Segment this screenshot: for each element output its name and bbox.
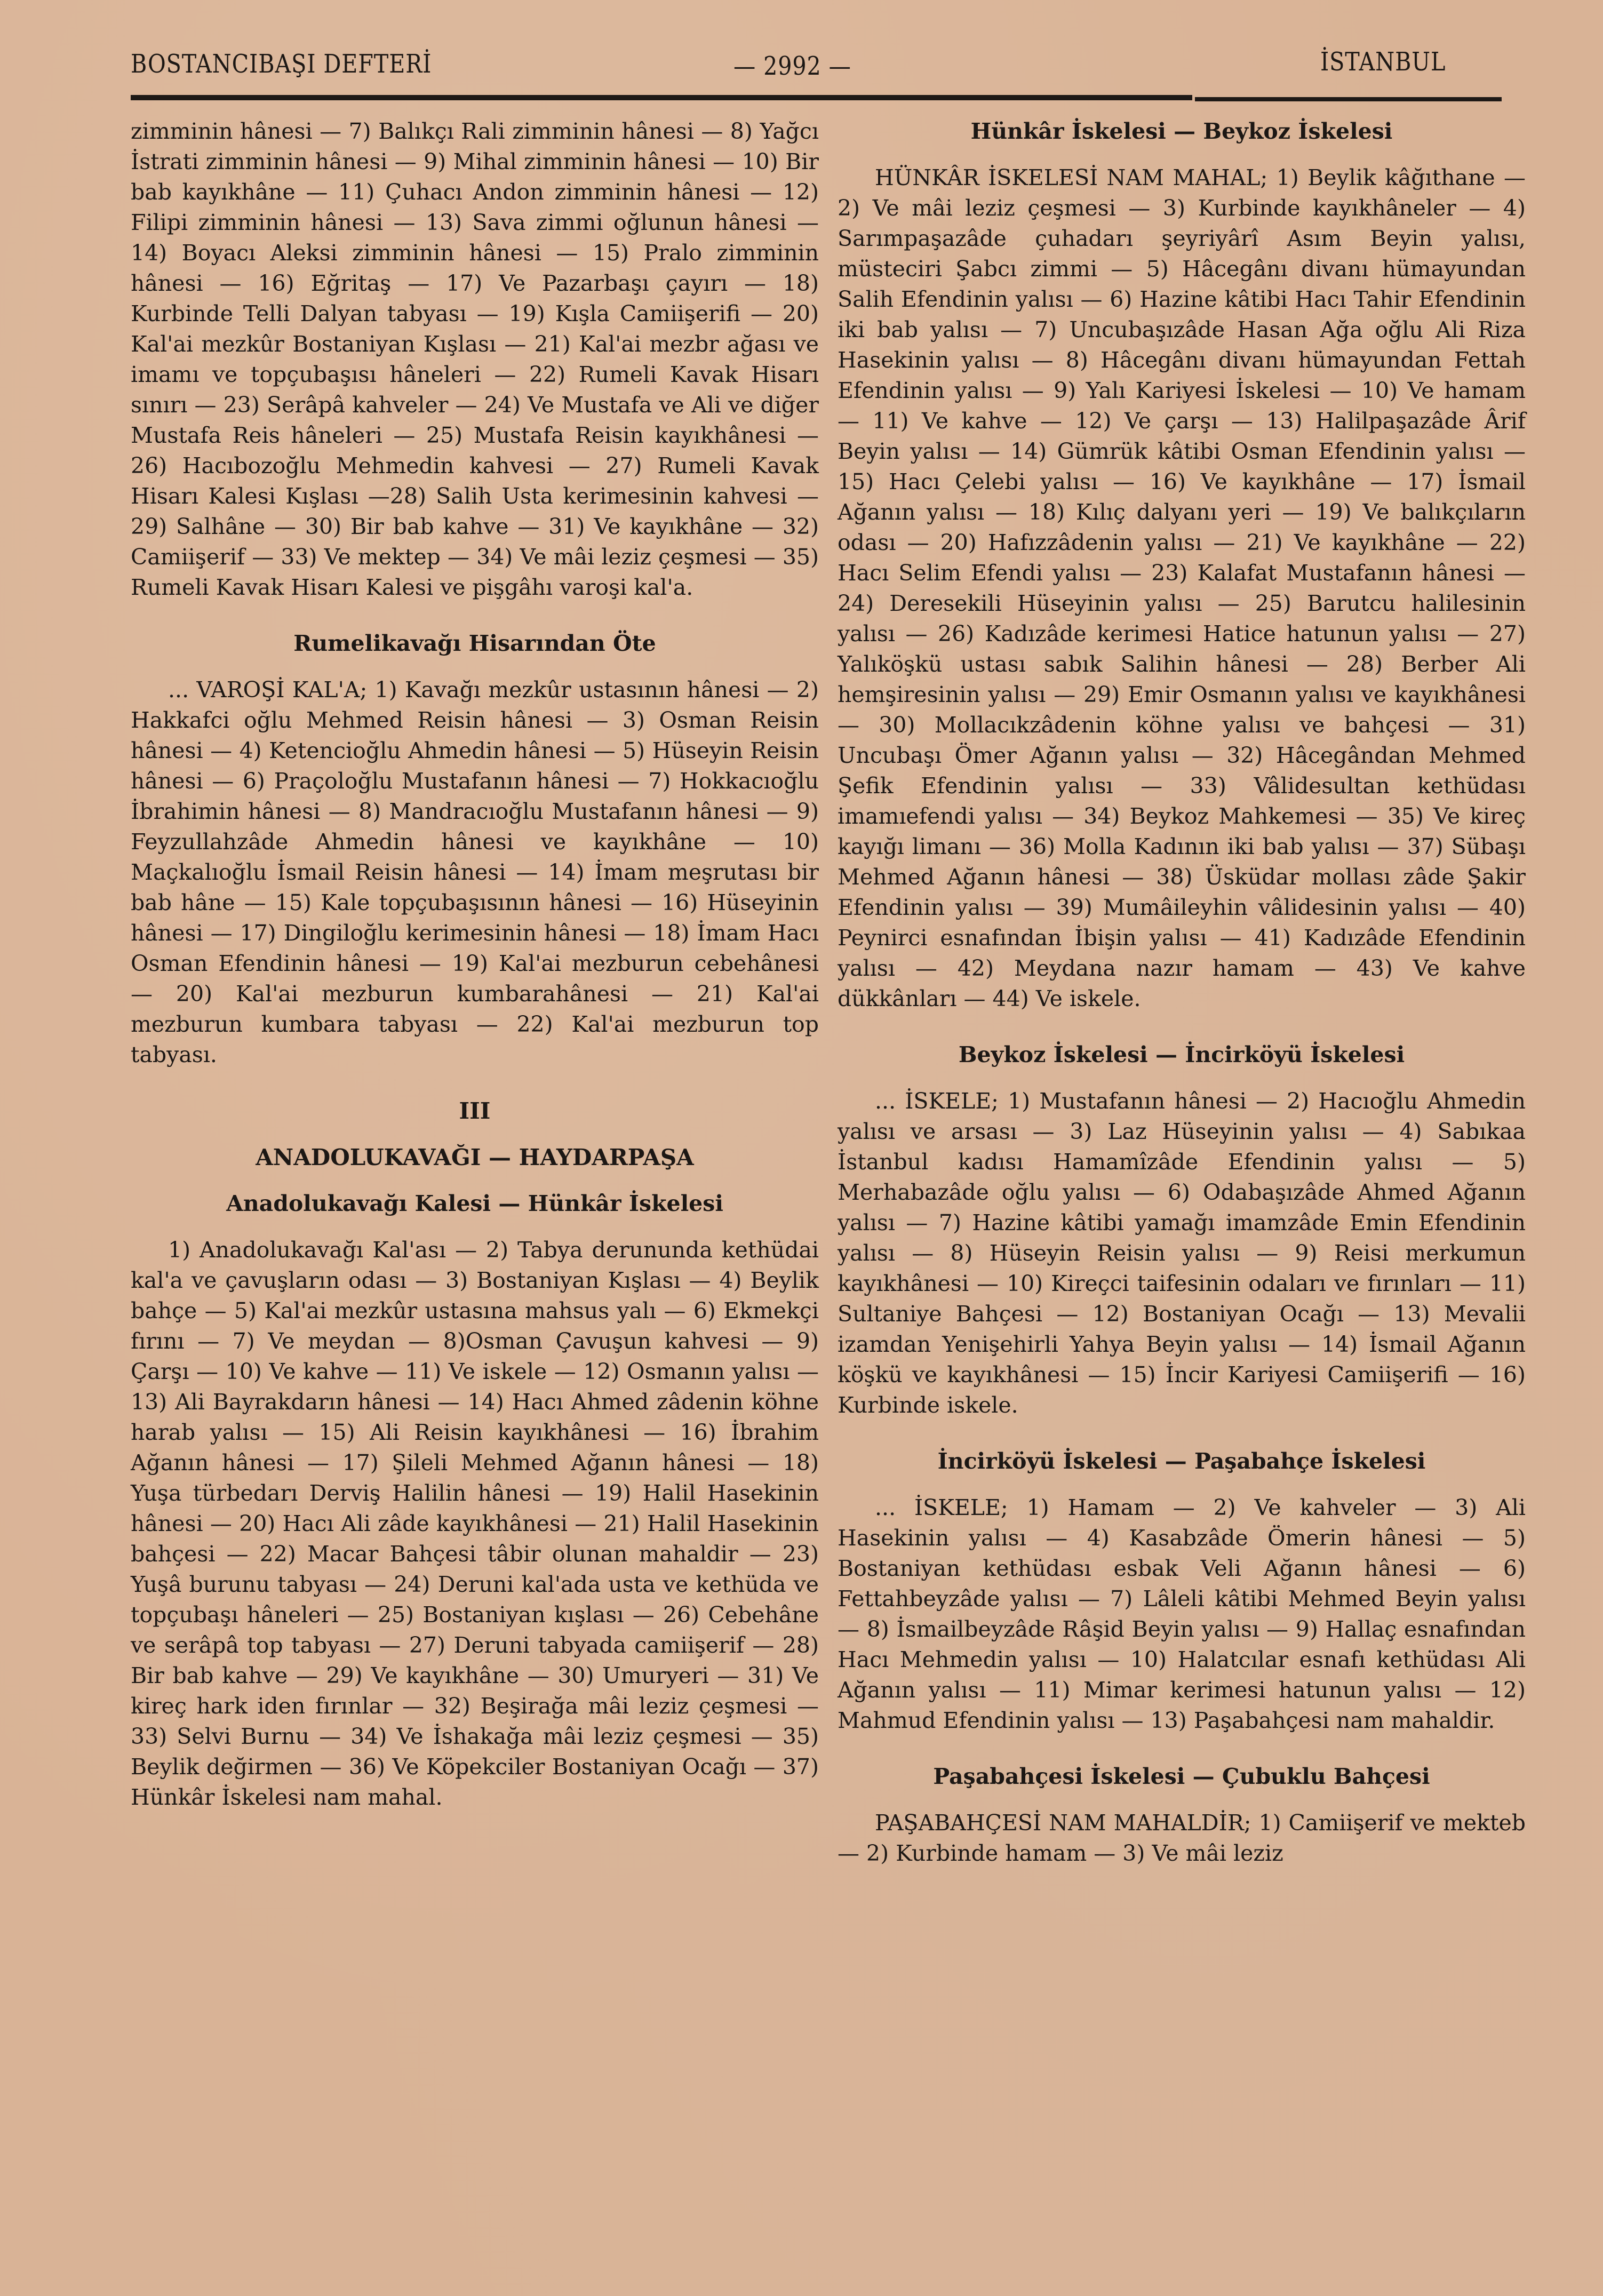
paragraph-pasabahcesi: PAŞABAHÇESİ NAM MAHALDİR; 1) Camiişerif ve mekteb — 2) Kurbinde hamam — 3) Ve mâi leziz bbox=[838, 1810, 1526, 1866]
subheading-anadolukavagi: Anadolukavağı Kalesi — Hünkâr İskelesi bbox=[226, 1191, 723, 1216]
paragraph-incirkoyu-iskele: ... İSKELE; 1) Hamam — 2) Ve kahveler — 3) Ali Hasekinin yalısı — 4) Kasabzâde Ömerin hânesi — 5) Bostaniyan kethüdası esbak Veli Ağanın hânesi — 6) Fettahbeyzâde yalısı — 7) Lâleli kâtibi Mehmed Beyin yalısı — 8) İsmailbeyzâde Râşid Beyin yalısı — 9) Hallaç esnafından Hacı Mehmedin yalısı — 10) Halatcılar esnafı kethüdası Ali Ağanın yalısı — 11) Mimar kerimesi hatunun yalısı — 12) Mahmud Efendinin yalısı — 13) Paşabahçesi nam mahaldir. bbox=[838, 1495, 1526, 1733]
section-number: III bbox=[459, 1098, 491, 1124]
subheading-beykoz-incirkoyu: Beykoz İskelesi — İncirköyü İskelesi bbox=[958, 1042, 1405, 1067]
header-rule-left bbox=[131, 95, 1192, 100]
subheading-incirkoyu-pasabahce: İncirköyü İskelesi — Paşabahçe İskelesi bbox=[937, 1448, 1426, 1474]
book-title: BOSTANCIBAŞI DEFTERİ bbox=[131, 49, 432, 79]
subheading-hunkar-beykoz: Hünkâr İskelesi — Beykoz İskelesi bbox=[970, 118, 1393, 144]
paragraph-beykoz-iskele: ... İSKELE; 1) Mustafanın hânesi — 2) Hacıoğlu Ahmedin yalısı ve arsası — 3) Laz Hüseyinin yalısı — 4) Sabıkaa İstanbul kadısı Hamamîzâde Efendinin yalısı — 5) Merhabazâde oğlu yalısı — 6) Odabaşızâde Ahmed Ağanın yalısı — 7) Hazine kâtibi yamağı imamzâde Emin Efendinin yalısı — 8) Hüseyin Reisin yalısı — 9) Reisi merkumun kayıkhânesi — 10) Kireçci taifesinin odaları ve fırınları — 11) Sultaniye Bahçesi — 12) Bostaniyan Ocağı — 13) Mevalii izamdan Yenişehirli Yahya Beyin yalısı — 14) İsmail Ağanın köşkü ve kayıkhânesi — 15) İncir Kariyesi Camiişerifi — 16) Kurbinde iskele. bbox=[838, 1088, 1526, 1418]
header-rule-right bbox=[1195, 97, 1502, 101]
right-column bbox=[838, 116, 1526, 1869]
running-header bbox=[131, 44, 1507, 92]
subheading-rumelikavagi: Rumelikavağı Hisarından Öte bbox=[293, 631, 656, 656]
subheading-pasabahcesi-cubuklu: Paşabahçesi İskelesi — Çubuklu Bahçesi bbox=[933, 1764, 1430, 1789]
page-number: — 2992 — bbox=[733, 51, 851, 81]
paragraph-varosi-kala: ... VAROŞİ KAL'A; 1) Kavağı mezkûr ustasının hânesi — 2) Hakkafci oğlu Mehmed Reisin hânesi — 3) Osman Reisin hânesi — 4) Ketencioğlu Ahmedin hânesi — 5) Hüseyin Reisin hânesi — 6) Praçoloğlu Mustafanın hânesi — 7) Hokkacıoğlu İbrahimin hânesi — 8) Mandracıoğlu Mustafanın hânesi — 9) Feyzullahzâde Ahmedin hânesi ve kayıkhâne — 10) Maçkalıoğlu İsmail Reisin hânesi — 14) İmam meşrutası bir bab hâne — 15) Kale topçubaşısının hânesi — 16) Hüseyinin hânesi — 17) Dingiloğlu kerimesinin hânesi — 18) İmam Hacı Osman Efendinin hânesi — 19) Kal'ai mezburun cebehânesi — 20) Kal'ai mezburun kumbarahânesi — 21) Kal'ai mezburun kumbara tabyası — 22) Kal'ai mezburun top tabyası. bbox=[131, 677, 819, 1067]
paragraph-continuation: zimminin hânesi — 7) Balıkçı Rali zimminin hânesi — 8) Yağcı İstrati zimminin hânesi — 9) Mihal zimminin hânesi — 10) Bir bab kayıkhâne — 11) Çuhacı Andon zimminin hânesi — 12) Filipi zimminin hânesi — 13) Sava zimmi oğlunun hânesi — 14) Boyacı Aleksi zimminin hânesi — 15) Pralo zimminin hânesi — 16) Eğritaş — 17) Ve Pazarbaşı çayırı — 18) Kurbinde Telli Dalyan tabyası — 19) Kışla Camiişerifi — 20) Kal'ai mezkûr Bostaniyan Kışlası — 21) Kal'ai mezbr ağası ve imamı ve topçubaşısı hâneleri — 22) Rumeli Kavak Hisarı sınırı — 23) Serâpâ kahveler — 24) Ve Mustafa ve Ali ve diğer Mustafa Reis hâneleri — 25) Mustafa Reisin kayıkhânesi — 26) Hacıbozoğlu Mehmedin kahvesi — 27) Rumeli Kavak Hisarı Kalesi Kışlası —28) Salih Usta kerimesinin kahvesi — 29) Salhâne — 30) Bir bab kahve — 31) Ve kayıkhâne — 32) Camiişerif — 33) Ve mektep — 34) Ve mâi leziz çeşmesi — 35) Rumeli Kavak Hisarı Kalesi ve pişgâhı varoşi kal'a. bbox=[131, 118, 819, 600]
section-title: ANADOLUKAVAĞI — HAYDARPAŞA bbox=[256, 1144, 694, 1170]
section-title-istanbul: İSTANBUL bbox=[1320, 47, 1446, 77]
paragraph-hunkar-iskelesi: HÜNKÂR İSKELESİ NAM MAHAL; 1) Beylik kâğıthane — 2) Ve mâi leziz çeşmesi — 3) Kurbinde kayıkhâneler — 4) Sarımpaşazâde çuhadarı şeyriyârî Asım Beyin yalısı, müsteciri Şabcı zimmi — 5) Hâcegânı divanı hümayundan Salih Efendinin yalısı — 6) Hazine kâtibi Hacı Tahir Efendinin iki bab yalısı — 7) Uncubaşızâde Hasan Ağa oğlu Ali Riza Hasekinin yalısı — 8) Hâcegânı divanı hümayundan Fettah Efendinin yalısı — 9) Yalı Kariyesi İskelesi — 10) Ve hamam — 11) Ve kahve — 12) Ve çarşı — 13) Halilpaşazâde Ârif Beyin yalısı — 14) Gümrük kâtibi Osman Efendinin yalısı — 15) Hacı Çelebi yalısı — 16) Ve kayıkhâne — 17) İsmail Ağanın yalısı — 18) Kılıç dalyanı yeri — 19) Ve balıkçıların odası — 20) Hafızzâdenin yalısı — 21) Ve kayıkhâne — 22) Hacı Selim Efendi yalısı — 23) Kalafat Mustafanın hânesi — 24) Deresekili Hüseyinin yalısı — 25) Barutcu halilesinin yalısı — 26) Kadızâde kerimesi Hatice hatunun yalısı — 27) Yalıköşkü ustası sabık Salihin hânesi — 28) Berber Ali hemşiresinin yalısı — 29) Emir Osmanın yalısı ve kayıkhânesi — 30) Mollacıkzâdenin köhne yalısı ve bahçesi — 31) Uncubaşı Ömer Ağanın yalısı — 32) Hâcegândan Mehmed Şefik Efendinin yalısı — 33) Vâlidesultan kethüdası imamıefendi yalısı — 34) Beykoz Mahkemesi — 35) Ve kireç kayığı limanı — 36) Molla Kadının iki bab yalısı — 37) Sübaşı Mehmed Ağanın hânesi — 38) Üsküdar mollası zâde Şakir Efendinin yalısı — 39) Mumâileyhin vâlidesinin yalısı — 40) Peynirci esnafından İbişin yalısı — 41) Kadızâde Efendinin yalısı — 42) Meydana nazır hamam — 43) Ve kahve dükkânları — 44) Ve iskele. bbox=[838, 165, 1526, 1011]
left-column bbox=[131, 116, 819, 1813]
paragraph-anadolukavagi: 1) Anadolukavağı Kal'ası — 2) Tabya derununda kethüdai kal'a ve çavuşların odası — 3) Bostaniyan Kışlası — 4) Beylik bahçe — 5) Kal'ai mezkûr ustasına mahsus yalı — 6) Ekmekçi fırını — 7) Ve meydan — 8)Osman Çavuşun kahvesi — 9) Çarşı — 10) Ve kahve — 11) Ve iskele — 12) Osmanın yalısı — 13) Ali Bayrakdarın hânesi — 14) Hacı Ahmed zâdenin köhne harab yalısı — 15) Ali Reisin kayıkhânesi — 16) İbrahim Ağanın hânesi — 17) Şileli Mehmed Ağanın hânesi — 18) Yuşa türbedarı Derviş Halilin hânesi — 19) Halil Hasekinin hânesi — 20) Hacı Ali zâde kayıkhânesi — 21) Halil Hasekinin bahçesi — 22) Macar Bahçesi tâbir olunan mahaldir — 23) Yuşâ burunu tabyası — 24) Deruni kal'ada usta ve kethüda ve topçubaşı hâneleri — 25) Bostaniyan kışlası — 26) Cebehâne ve serâpâ top tabyası — 27) Deruni tabyada camiişerif — 28) Bir bab kahve — 29) Ve kayıkhâne — 30) Umuryeri — 31) Ve kireç hark iden fırınlar — 32) Beşirağa mâi leziz çeşmesi — 33) Selvi Burnu — 34) Ve İshakağa mâi leziz çeşmesi — 35) Beylik değirmen — 36) Ve Köpekciler Bostaniyan Ocağı — 37) Hünkâr İskelesi nam mahal. bbox=[131, 1237, 819, 1810]
